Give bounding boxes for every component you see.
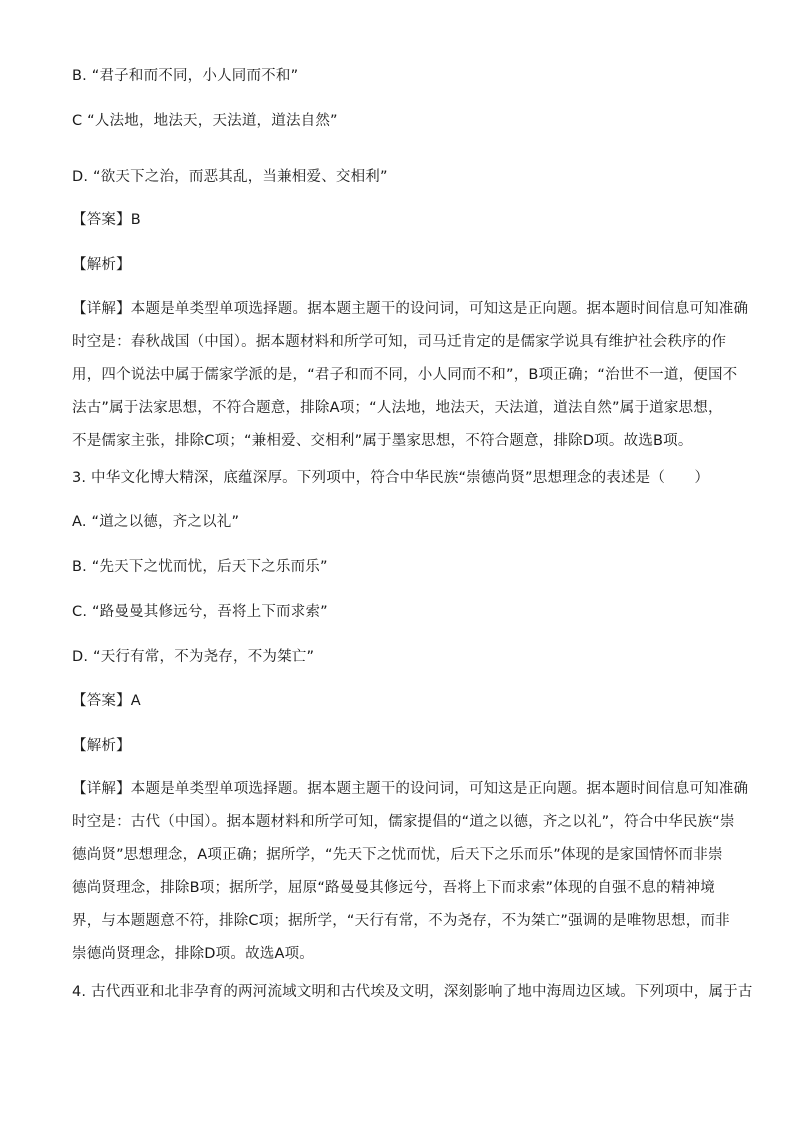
q3-detail-line: 时空是：古代（中国）。据本题材料和所学可知，儒家提倡的“道之以德，齐之以礼”，符合中华民族“崇 bbox=[72, 814, 735, 830]
q4-stem: 4. 古代西亚和北非孕育的两河流域文明和古代埃及文明，深刻影响了地中海周边区域。下列项中，属于古 bbox=[72, 984, 753, 1000]
q2-answer: 【答案】B bbox=[72, 212, 141, 228]
q3-option-c: C. “路曼曼其修远兮，吾将上下而求索” bbox=[72, 604, 328, 620]
q3-option-b: B. “先天下之忧而忧，后天下之乐而乐” bbox=[72, 559, 328, 575]
q3-stem: 3. 中华文化博大精深，底蕴深厚。下列项中，符合中华民族“崇德尚贤”思想理念的表述是（ ） bbox=[72, 470, 710, 486]
q3-option-d: D. “天行有常，不为尧存，不为桀亡” bbox=[72, 649, 315, 665]
q3-detail-line: 【详解】本题是单类型单项选择题。据本题主题干的设问词，可知这是正向题。据本题时间信息可知准确 bbox=[72, 781, 749, 797]
q3-detail-line: 德尚贤”思想理念，A项正确；据所学，“先天下之忧而忧，后天下之乐而乐”体现的是家国情怀而非崇 bbox=[72, 847, 723, 863]
q3-answer: 【答案】A bbox=[72, 693, 141, 709]
q2-detail-line: 【详解】本题是单类型单项选择题。据本题主题干的设问词，可知这是正向题。据本题时间信息可知准确 bbox=[72, 301, 749, 317]
q2-detail-line: 不是儒家主张，排除C项；“兼相爱、交相利”属于墨家思想，不符合题意，排除D项。故选B项。 bbox=[72, 433, 693, 449]
q3-detail-line: 德尚贤理念，排除B项；据所学，屈原“路曼曼其修远兮，吾将上下而求索”体现的自强不息的精神境 bbox=[72, 880, 715, 896]
q2-option-c: C “人法地，地法天，天法道，道法自然” bbox=[72, 113, 338, 129]
q2-option-b: B. “君子和而不同，小人同而不和” bbox=[72, 68, 299, 84]
q2-option-d: D. “欲天下之治，而恶其乱，当兼相爱、交相利” bbox=[72, 169, 388, 185]
q2-detail-line: 时空是：春秋战国（中国）。据本题材料和所学可知，司马迁肯定的是儒家学说具有维护社会秩序的作 bbox=[72, 334, 727, 350]
q3-analysis-heading: 【解析】 bbox=[72, 738, 131, 754]
q2-analysis-heading: 【解析】 bbox=[72, 257, 131, 273]
q3-detail-line: 崇德尚贤理念，排除D项。故选A项。 bbox=[72, 946, 314, 962]
q2-detail-line: 法古”属于法家思想，不符合题意，排除A项；“人法地，地法天，天法道，道法自然”属于道家思想， bbox=[72, 400, 723, 416]
q3-detail-line: 界，与本题题意不符，排除C项；据所学，“天行有常，不为尧存，不为桀亡”强调的是唯物思想，而非 bbox=[72, 913, 730, 929]
q3-option-a: A. “道之以德，齐之以礼” bbox=[72, 514, 240, 530]
q3-detail-paragraph bbox=[72, 773, 749, 971]
q2-detail-line: 用，四个说法中属于儒家学派的是，“君子和而不同，小人同而不和”，B项正确；“治世不一道，便国不 bbox=[72, 367, 738, 383]
q2-detail-paragraph bbox=[72, 293, 749, 458]
